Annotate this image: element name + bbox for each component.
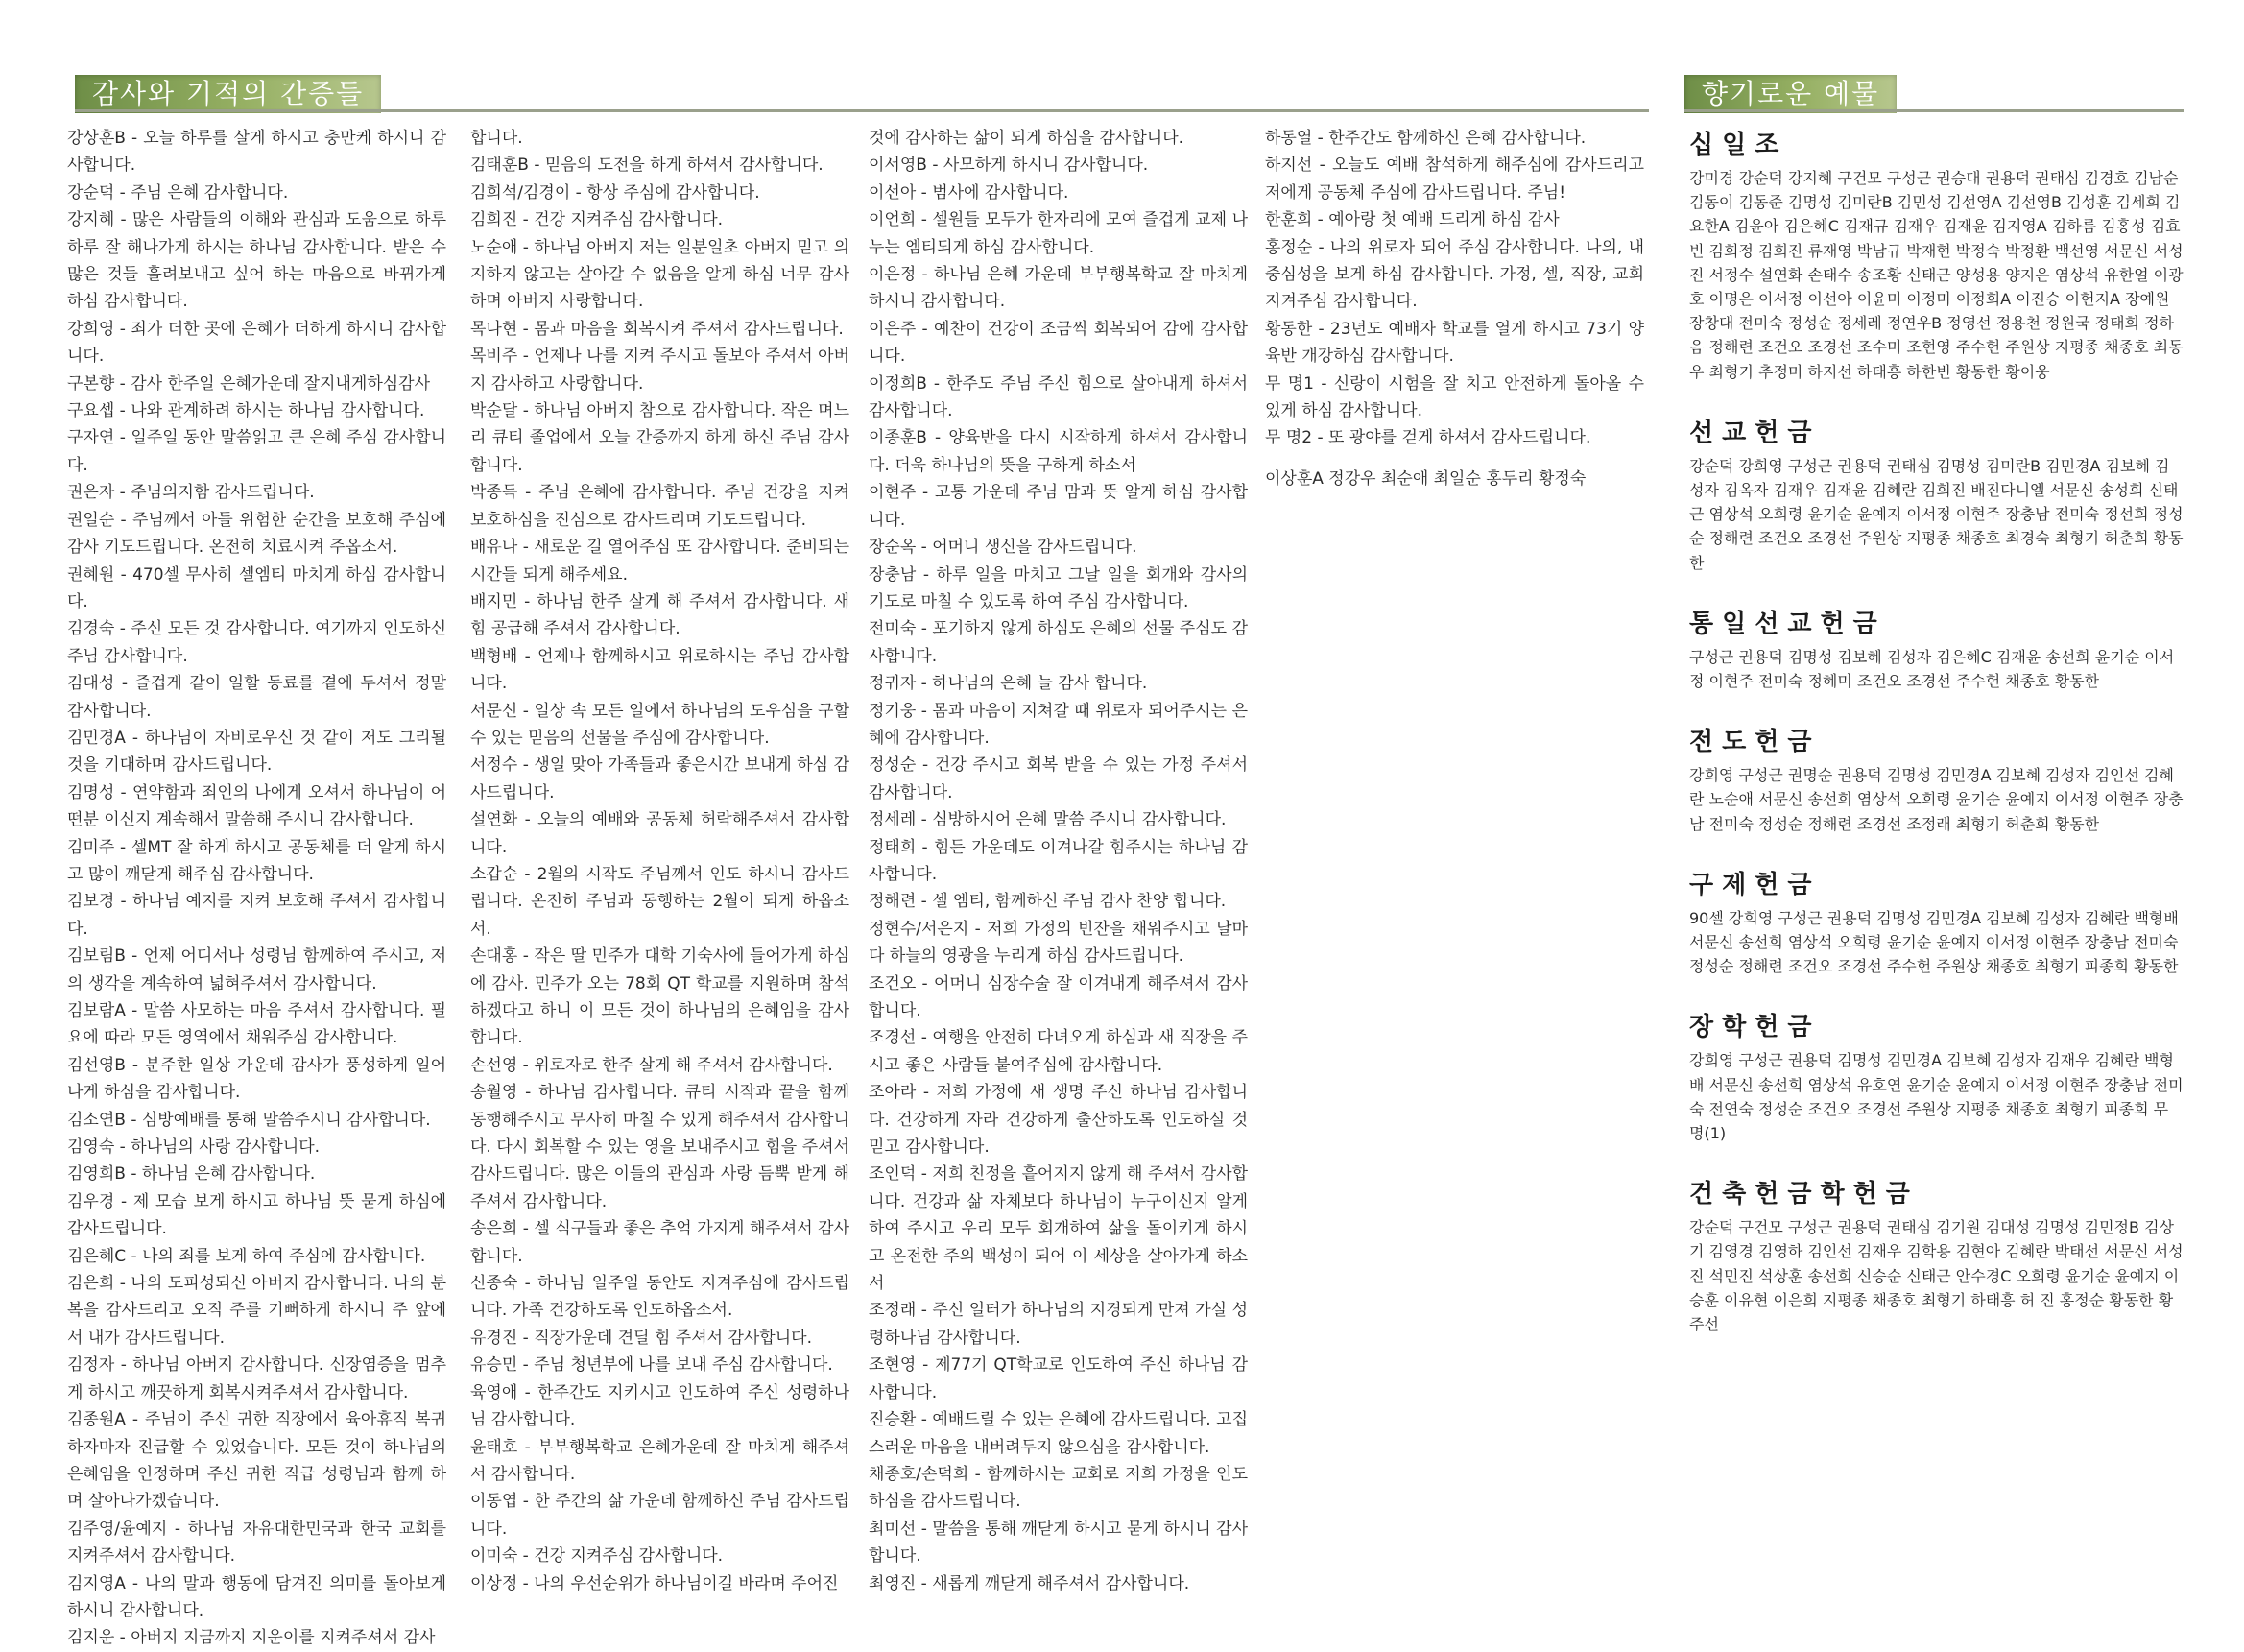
testimony-entry: 이정희B - 한주도 주님 주신 힘으로 살아내게 하셔서 감사합니다. <box>869 373 1248 421</box>
testimony-entry: 정태희 - 힘든 가운데도 이겨나갈 힘주시는 하나님 감사합니다. <box>869 837 1248 884</box>
testimony-entry: 이종훈B - 양육반을 다시 시작하게 하셔서 감사합니다. 더욱 하나님의 뜻을 구하게 하소서 <box>869 428 1248 475</box>
testimony-entry: 윤태호 - 부부행복학교 은혜가운데 잘 마치게 해주셔서 감사합니다. <box>470 1437 849 1484</box>
offering-names: 강순덕 강희영 구성근 권용덕 권태심 김명성 김미란B 김민경A 김보혜 김성자 김옥자 김재우 김재윤 김혜란 김희진 배진다니엘 서문신 송성희 신태근 염상석 오희령 윤기순 윤예지 이서정 이현주 장충남 전미숙 정선희 정성순 정해련 조건오 조경선 주원상 지평종 채종호 최경숙 최형기 허춘희 황동한 <box>1689 456 2184 572</box>
testimony-entry: 김주영/윤예지 - 하나님 자유대한민국과 한국 교회를 지켜주셔서 감사합니다. <box>67 1519 446 1567</box>
testimony-entry: 것에 감사하는 삶이 되게 하심을 감사합니다. <box>869 129 1184 148</box>
section-header-testimonies: 감사와 기적의 간증들 <box>75 75 381 113</box>
testimony-entry: 권은자 - 주님의지함 감사드립니다. <box>67 483 315 503</box>
testimony-entry: 하동열 - 한주간도 함께하신 은혜 감사합니다. <box>1265 129 1587 148</box>
testimony-entry: 김영숙 - 하나님의 사랑 감사합니다. <box>67 1137 321 1158</box>
testimony-entry: 이언희 - 셀원들 모두가 한자리에 모여 즐겁게 교제 나누는 엠티되게 하심 감사합니다. <box>869 210 1248 257</box>
testimony-entry: 무 명2 - 또 광야를 걷게 하셔서 감사드립니다. <box>1265 428 1591 448</box>
testimony-entry: 김경숙 - 주신 모든 것 감사합니다. 여기까지 인도하신 주님 감사합니다. <box>67 619 446 666</box>
testimony-entry: 무 명1 - 신랑이 시험을 잘 치고 안전하게 돌아올 수 있게 하심 감사합니다. <box>1265 373 1644 421</box>
testimony-entry: 강지혜 - 많은 사람들의 이해와 관심과 도움으로 하루하루 잘 해나가게 하시는 하나님 감사합니다. 받은 수많은 것들 흘려보내고 싶어 하는 마음으로 바뀌가게 하심 감사합니다. <box>67 210 446 312</box>
testimony-entry: 김은혜C - 나의 죄를 보게 하여 주심에 감사합니다. <box>67 1246 426 1266</box>
testimony-entry: 서정수 - 생일 맞아 가족들과 좋은시간 보내게 하심 감사드립니다. <box>470 755 849 802</box>
testimony-entry: 김선영B - 분주한 일상 가운데 감사가 풍성하게 일어나게 하심을 감사합니다. <box>67 1055 446 1103</box>
testimony-entry: 조현영 - 제77기 QT학교로 인도하여 주신 하나님 감사합니다. <box>869 1355 1248 1402</box>
offering-section <box>1689 865 2184 979</box>
testimony-entry: 소갑순 - 2월의 시작도 주님께서 인도 하시니 감사드립니다. 온전히 주님과 동행하는 2월이 되게 하옵소서. <box>470 864 849 939</box>
section-header-offerings: 향기로운 예물 <box>1684 75 1897 113</box>
header-rule-left <box>75 109 1649 112</box>
testimony-column-1 <box>67 125 446 1652</box>
testimony-entry: 최미선 - 말씀을 통해 깨닫게 하시고 묻게 하시니 감사합니다. <box>869 1519 1248 1567</box>
testimony-entry: 권혜원 - 470셀 무사히 셀엠티 마치게 하심 감사합니다. <box>67 564 446 611</box>
testimony-entry: 강상훈B - 오늘 하루를 살게 하시고 충만케 하시니 감사합니다. <box>67 129 446 176</box>
offering-title: 구제헌금 <box>1689 870 1821 899</box>
offering-names: 강희영 구성근 권용덕 김명성 김민경A 김보혜 김성자 김재우 김혜란 백형배 서문신 송선희 염상석 유호연 윤기순 윤예지 이서정 이현주 장충남 전미숙 전연숙 정성순 조건오 조경선 주원상 지평종 채종호 최형기 피종희 무 명(1) <box>1689 1051 2184 1143</box>
testimony-entry: 진승환 - 예배드릴 수 있는 은혜에 감사드립니다. 고집스러운 마음을 내버려두지 않으심을 감사합니다. <box>869 1410 1248 1457</box>
testimony-entry: 구자연 - 일주일 동안 말씀읽고 큰 은혜 주심 감사합니다. <box>67 428 446 475</box>
offering-section <box>1689 1174 2184 1336</box>
testimony-entry: 최영진 - 새롭게 깨닫게 해주셔서 감사합니다. <box>869 1573 1190 1593</box>
header-rule-right <box>1684 109 2184 112</box>
testimony-entry: 정성순 - 건강 주시고 회복 받을 수 있는 가정 주셔서 감사합니다. <box>869 755 1248 802</box>
testimony-entry: 한훈희 - 예아랑 첫 예배 드리게 하심 감사 <box>1265 210 1560 230</box>
testimony-entry: 정귀자 - 하나님의 은혜 늘 감사 합니다. <box>869 674 1148 694</box>
testimony-entry: 전미숙 - 포기하지 않게 하심도 은혜의 선물 주심도 감사합니다. <box>869 619 1248 666</box>
testimony-entry: 목비주 - 언제나 나를 지켜 주시고 돌보아 주셔서 아버지 감사하고 사랑합니다. <box>470 347 849 394</box>
offering-names: 90셀 강희영 구성근 권용덕 김명성 김민경A 김보혜 김성자 김혜란 백형배 서문신 송선희 염상석 오희령 윤기순 윤예지 이서정 이현주 장충남 전미숙 정성순 정해련 조건오 조경선 주수헌 주원상 채종호 최형기 피종희 황동한 <box>1689 908 2179 976</box>
testimony-entry: 배유나 - 새로운 길 열어주심 또 감사합니다. 준비되는 시간들 되게 해주세요. <box>470 538 849 585</box>
testimony-entry: 하지선 - 오늘도 예배 참석하게 해주심에 감사드리고 저에게 공동체 주심에 감사드립니다. 주님! <box>1265 156 1644 203</box>
testimony-entry: 김보경 - 하나님 예지를 지켜 보호해 주셔서 감사합니다. <box>67 892 446 939</box>
testimony-entry: 조건오 - 어머니 심장수술 잘 이겨내게 해주셔서 감사합니다. <box>869 973 1248 1020</box>
testimony-entry: 김명성 - 연약함과 죄인의 나에게 오셔서 하나님이 어떤분 이신지 계속해서 말씀해 주시니 감사합니다. <box>67 782 446 830</box>
testimony-entry: 정현수/서은지 - 저희 가정의 빈잔을 채워주시고 날마다 하늘의 영광을 누리게 하심 감사드립니다. <box>869 919 1248 967</box>
testimony-entry: 육영애 - 한주간도 지키시고 인도하여 주신 성령하나님 감사합니다. <box>470 1382 849 1430</box>
offering-title: 건축헌금학헌금 <box>1689 1180 1919 1209</box>
testimony-entry: 황동한 - 23년도 예배자 학교를 열게 하시고 73기 양육반 개강하심 감사합니다. <box>1265 319 1644 367</box>
testimony-entry: 김희진 - 건강 지켜주심 감사합니다. <box>470 210 724 230</box>
testimony-entry: 조경선 - 여행을 안전히 다녀오게 하심과 새 직장을 주시고 좋은 사람들 붙여주심에 감사합니다. <box>869 1028 1248 1075</box>
testimony-entry: 강순덕 - 주님 은혜 감사합니다. <box>67 182 289 203</box>
testimony-entry: 이은주 - 예찬이 건강이 조금씩 회복되어 감에 감사합니다. <box>869 319 1248 367</box>
testimony-entry: 강희영 - 죄가 더한 곳에 은혜가 더하게 하시니 감사합니다. <box>67 319 446 367</box>
testimony-entry: 구본향 - 감사 한주일 은혜가운데 잘지내게하심감사 <box>67 373 431 394</box>
offering-section <box>1689 722 2184 836</box>
testimony-entry: 박종득 - 주님 은혜에 감사합니다. 주님 건강을 지켜 보호하심을 진심으로 감사드리며 기도드립니다. <box>470 483 849 530</box>
testimony-entry: 채종호/손덕희 - 함께하시는 교회로 저희 가정을 인도하심을 감사드립니다. <box>869 1464 1248 1512</box>
testimony-column-4 <box>1265 125 1644 492</box>
testimony-entry: 손선영 - 위로자로 한주 살게 해 주셔서 감사합니다. <box>470 1055 833 1075</box>
testimony-column-2 <box>470 125 849 1597</box>
testimony-entry: 노순애 - 하나님 아버지 저는 일분일초 아버지 믿고 의지하지 않고는 살아갈 수 없음을 알게 하심 너무 감사하며 아버지 사랑합니다. <box>470 237 849 312</box>
testimony-entry: 구요셉 - 나와 관계하려 하시는 하나님 감사합니다. <box>67 401 425 421</box>
testimony-column-3 <box>869 125 1248 1597</box>
testimony-entry: 김지영A - 나의 말과 행동에 담겨진 의미를 돌아보게 하시니 감사합니다. <box>67 1573 446 1620</box>
testimony-entry: 이선아 - 범사에 감사합니다. <box>869 182 1069 203</box>
testimony-entry: 장충남 - 하루 일을 마치고 그날 일을 회개와 감사의 기도로 마칠 수 있도록 하여 주심 감사합니다. <box>869 564 1248 611</box>
testimony-entry: 김소연B - 심방예배를 통해 말씀주시니 감사합니다. <box>67 1110 431 1130</box>
offering-section <box>1689 1007 2184 1145</box>
testimony-entry: 정세레 - 심방하시어 은혜 말씀 주시니 감사합니다. <box>869 810 1227 830</box>
testimony-entry: 권일순 - 주님께서 아들 위험한 순간을 보호해 주심에 감사 기도드립니다. 온전히 치료시켜 주옵소서. <box>67 510 446 558</box>
testimony-entry: 정기웅 - 몸과 마음이 지쳐갈 때 위로자 되어주시는 은혜에 감사합니다. <box>869 701 1248 748</box>
offering-title: 통일선교헌금 <box>1689 609 1886 638</box>
testimony-entry: 조정래 - 주신 일터가 하나님의 지경되게 만져 가실 성령하나님 감사합니다. <box>869 1301 1248 1348</box>
offering-title: 전도헌금 <box>1689 728 1821 757</box>
testimony-entry: 김태훈B - 믿음의 도전을 하게 하셔서 감사합니다. <box>470 156 824 176</box>
testimony-names-list: 이상훈A 정강우 최순애 최일순 홍두리 황정숙 <box>1265 468 1587 489</box>
testimony-entry: 신종숙 - 하나님 일주일 동안도 지켜주심에 감사드립니다. 가족 건강하도록 인도하옵소서. <box>470 1274 849 1321</box>
testimony-entry: 김보람A - 말씀 사모하는 마음 주셔서 감사합니다. 필요에 따라 모든 영역에서 채워주심 감사합니다. <box>67 1001 446 1048</box>
offering-section <box>1689 413 2184 575</box>
testimony-entry: 조인덕 - 저희 친정을 흩어지지 않게 해 주셔서 감사합니다. 건강과 삶 자체보다 하나님이 누구이신지 알게하여 주시고 우리 모두 회개하여 삶을 돌이키게 하시고 온전한 주의 백성이 되어 이 세상을 살아가게 하소서 <box>869 1164 1248 1294</box>
testimony-entry: 홍정순 - 나의 위로자 되어 주심 감사합니다. 나의, 내 중심성을 보게 하심 감사합니다. 가정, 셀, 직장, 교회 지켜주심 감사합니다. <box>1265 237 1644 312</box>
testimony-entry: 김정자 - 하나님 아버지 감사합니다. 신장염증을 멈추게 하시고 깨끗하게 회복시켜주셔서 감사합니다. <box>67 1355 446 1402</box>
testimony-entry: 목나현 - 몸과 마음을 회복시켜 주셔서 감사드립니다. <box>470 319 844 339</box>
offering-section <box>1689 604 2184 693</box>
testimony-entry: 이동엽 - 한 주간의 삶 가운데 함께하신 주님 감사드립니다. <box>470 1492 849 1539</box>
testimony-entry: 이현주 - 고통 가운데 주님 맘과 뜻 알게 하심 감사합니다. <box>869 483 1248 530</box>
testimony-entry: 김보림B - 언제 어디서나 성령님 함께하여 주시고, 저의 생각을 계속하여 넓혀주셔서 감사합니다. <box>67 946 446 994</box>
testimony-entry: 김희석/김경이 - 항상 주심에 감사합니다. <box>470 182 760 203</box>
offering-title: 십일조 <box>1689 131 1788 159</box>
testimony-entry: 이상정 - 나의 우선순위가 하나님이길 바라며 주어진 <box>470 1573 839 1593</box>
testimony-entry: 김대성 - 즐겁게 같이 일할 동료를 곁에 두셔서 정말 감사합니다. <box>67 674 446 721</box>
testimony-entry: 유경진 - 직장가운데 견딜 힘 주셔서 감사합니다. <box>470 1328 812 1348</box>
testimony-entry: 서문신 - 일상 속 모든 일에서 하나님의 도우심을 구할 수 있는 믿음의 선물을 주심에 감사합니다. <box>470 701 849 748</box>
offering-names: 구성근 권용덕 김명성 김보혜 김성자 김은혜C 김재윤 송선희 윤기순 이서정 이현주 전미숙 정혜미 조건오 조경선 주수헌 채종호 황동한 <box>1689 647 2175 691</box>
testimony-entry: 김영희B - 하나님 은혜 감사합니다. <box>67 1164 316 1185</box>
testimony-entry: 송은희 - 셀 식구들과 좋은 추억 가지게 해주셔서 감사합니다. <box>470 1219 849 1266</box>
testimony-entry: 합니다. <box>470 129 523 148</box>
offering-section <box>1689 125 2184 384</box>
offering-names: 강희영 구성근 권명순 권용덕 김명성 김민경A 김보혜 김성자 김인선 김혜란 노순애 서문신 송선희 염상석 오희령 윤기순 윤예지 이서정 이현주 장충남 전미숙 정성순 정해련 조경선 조정래 최형기 허춘희 황동한 <box>1689 766 2184 833</box>
offering-title: 선교헌금 <box>1689 418 1821 447</box>
offering-names: 강미경 강순덕 강지혜 구건모 구성근 권승대 권용덕 권태심 김경호 김남순 김동이 김동준 김명성 김미란B 김민성 김선영A 김선영B 김성훈 김세희 김요한A 김윤아 김은혜C 김재규 김재우 김재윤 김지영A 김하름 김홍성 김효빈 김희정 김희진 류재영 박남규 박재현 박정숙 박정환 백선영 서문신 서성진 서정수 설연화 손태수 송조황 신태근 양성용 양지은 염상석 유한얼 이광호 이명은 이서정 이선아 이윤미 이정미 이정희A 이진승 이헌지A 장예원 장창대 전미숙 정성순 정세레 정연우B 정영선 정용천 정원국 정태희 정하음 정해련 조건오 조경선 조수미 조현영 주수헌 주원상 지평종 채종호 최동우 최형기 추정미 하지선 하태흥 하한빈 황동한 황이웅 <box>1689 169 2184 381</box>
testimony-entry: 이미숙 - 건강 지켜주심 감사합니다. <box>470 1546 724 1567</box>
offering-title: 장학헌금 <box>1689 1013 1821 1042</box>
offering-names: 강순덕 구건모 구성근 권용덕 권태심 김기원 김대성 김명성 김민정B 김상기 김영경 김영하 김인선 김재우 김학용 김현아 김혜란 박태선 서문신 서성진 석민진 석상훈 송선희 신승순 신태근 안수경C 오희령 윤기순 윤예지 이승훈 이유현 이은희 지평종 채종호 최형기 하태흥 허 진 홍정순 황동한 황주선 <box>1689 1218 2184 1334</box>
testimony-entry: 조아라 - 저희 가정에 새 생명 주신 하나님 감사합니다. 건강하게 자라 건강하게 출산하도록 인도하실 것 믿고 감사합니다. <box>869 1083 1248 1158</box>
testimony-entry: 유승민 - 주님 청년부에 나를 보내 주심 감사합니다. <box>470 1355 833 1376</box>
testimony-entry: 배지민 - 하나님 한주 살게 해 주셔서 감사합니다. 새 힘 공급해 주셔서 감사합니다. <box>470 591 849 639</box>
testimony-entry: 정해련 - 셀 엠티, 함께하신 주님 감사 찬양 합니다. <box>869 892 1227 912</box>
testimony-entry: 설연화 - 오늘의 예배와 공동체 허락해주셔서 감사합니다. <box>470 810 849 857</box>
testimony-entry: 김우경 - 제 모습 보게 하시고 하나님 뜻 묻게 하심에 감사드립니다. <box>67 1191 446 1239</box>
testimony-entry: 백형배 - 언제나 함께하시고 위로하시는 주님 감사합니다. <box>470 646 849 694</box>
testimony-entry: 이서영B - 사모하게 하시니 감사합니다. <box>869 156 1149 176</box>
testimony-entry: 김은희 - 나의 도피성되신 아버지 감사합니다. 나의 분복을 감사드리고 오직 주를 기뻐하게 하시니 주 앞에서 내가 감사드립니다. <box>67 1274 446 1348</box>
testimony-entry: 김미주 - 셀MT 잘 하게 하시고 공동체를 더 알게 하시고 많이 깨닫게 해주심 감사합니다. <box>67 837 446 884</box>
testimony-entry: 김민경A - 하나님이 자비로우신 것 같이 저도 그리될 것을 기대하며 감사드립니다. <box>67 728 446 776</box>
testimony-entry: 김지운 - 아버지 지금까지 지운이를 지켜주셔서 감사 <box>67 1628 436 1648</box>
testimony-entry: 이은정 - 하나님 은혜 가운데 부부행복학교 잘 마치게 하시니 감사합니다. <box>869 265 1248 312</box>
offerings-sidebar <box>1689 125 2184 1365</box>
testimony-entry: 장순옥 - 어머니 생신을 감사드립니다. <box>869 538 1137 558</box>
testimony-entry: 송월영 - 하나님 감사합니다. 큐티 시작과 끝을 함께 동행해주시고 무사히 마칠 수 있게 해주셔서 감사합니다. 다시 회복할 수 있는 영을 보내주시고 힘을 주셔서 감사드립니다. 많은 이들의 관심과 사랑 듬뿍 받게 해주셔서 감사합니다. <box>470 1083 849 1211</box>
testimony-entry: 손대홍 - 작은 딸 민주가 대학 기숙사에 들어가게 하심에 감사. 민주가 오는 78회 QT 학교를 지원하며 참석하겠다고 하니 이 모든 것이 하나님의 은혜임을 감사합니다. <box>470 946 849 1048</box>
testimony-entry: 박순달 - 하나님 아버지 참으로 감사합니다. 작은 며느리 큐티 졸업에서 오늘 간증까지 하게 하신 주님 감사합니다. <box>470 401 849 475</box>
testimony-entry: 김종원A - 주님이 주신 귀한 직장에서 육아휴직 복귀하자마자 진급할 수 있었습니다. 모든 것이 하나님의 은혜임을 인정하며 주신 귀한 직급 성령님과 함께 하며 살아나가겠습니다. <box>67 1410 446 1512</box>
